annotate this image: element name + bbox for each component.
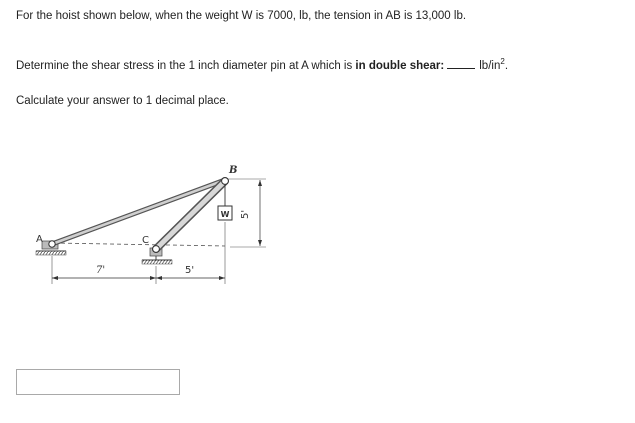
answer-input[interactable] — [16, 369, 180, 395]
label-w: W — [220, 210, 230, 219]
hoist-diagram — [30, 160, 275, 290]
pin-c — [153, 246, 160, 253]
question-line-2 — [16, 57, 508, 72]
unit-exponent: 2 — [500, 57, 505, 66]
dim-7-label: 7' — [96, 265, 106, 276]
label-a: A — [36, 234, 43, 245]
pin-b — [222, 178, 229, 185]
unit-label: lb/in — [479, 59, 501, 72]
dim-5-horizontal-label: 5' — [185, 265, 195, 276]
unit-period: . — [504, 59, 509, 72]
question-line-3: Calculate your answer to 1 decimal place. — [16, 95, 229, 107]
pin-a — [49, 241, 55, 247]
dim-5-vertical-label: 5' — [240, 209, 251, 219]
question-line-2-text: Determine the shear stress in the 1 inch diameter pin at A which is — [16, 59, 356, 72]
double-shear-emphasis: in double shear: — [355, 59, 445, 72]
question-line-1: For the hoist shown below, when the weight W is 7000, lb, the tension in AB is 13,000 lb. — [16, 10, 467, 22]
reference-dashed-line — [54, 243, 225, 246]
label-b: B — [229, 165, 238, 176]
horizontal-dimensions — [52, 222, 225, 284]
answer-blank — [447, 59, 475, 69]
label-c: C — [142, 235, 149, 246]
